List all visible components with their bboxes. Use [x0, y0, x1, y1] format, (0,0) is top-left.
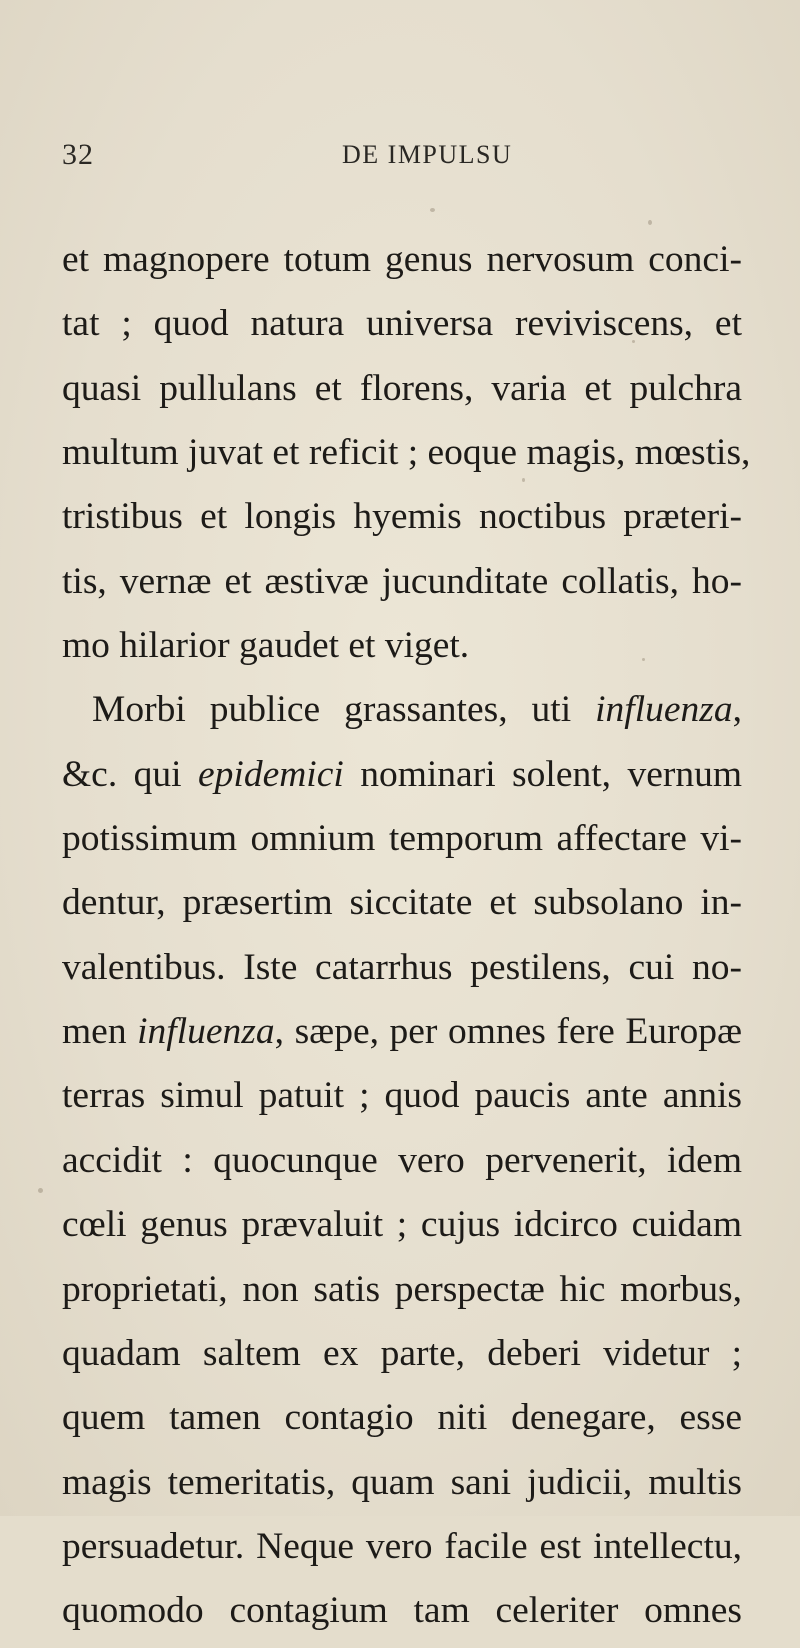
text-line: [62, 425, 751, 489]
text-run: tristibus et longis hyemis noctibus præteri-: [62, 496, 742, 538]
text-line: [62, 1068, 742, 1132]
text-line: [62, 875, 742, 939]
text-run: valentibus. Iste catarrhus pestilens, cui no-: [62, 946, 742, 988]
text-line: [62, 747, 742, 811]
text-line: [62, 1583, 742, 1647]
italic-term: influenza: [137, 1011, 275, 1053]
text-line: [62, 1519, 742, 1583]
text-line: [62, 296, 742, 360]
body-text: [62, 232, 751, 1648]
text-run: ,: [732, 689, 742, 731]
text-run: quasi pullulans et florens, varia et pulchra: [62, 367, 742, 409]
text-line: [62, 940, 742, 1004]
text-run: tat ; quod natura universa reviviscens, et: [62, 303, 742, 345]
text-run: quadam saltem ex parte, deberi videtur ;: [62, 1332, 742, 1374]
text-line: [62, 1390, 742, 1454]
text-line: [62, 618, 742, 682]
paper-speck: [38, 1188, 43, 1193]
text-line: [62, 1455, 742, 1519]
text-run: proprietati, non satis perspectæ hic morbus,: [62, 1268, 742, 1310]
text-run: men: [62, 1011, 138, 1053]
italic-term: influenza: [595, 689, 733, 731]
text-run: terras simul patuit ; quod paucis ante annis: [62, 1075, 742, 1117]
text-run: Morbi publice grassantes, uti: [92, 689, 596, 731]
text-run: &c. qui: [62, 753, 198, 795]
text-line: [62, 1262, 742, 1326]
text-run: tis, vernæ et æstivæ jucunditate collatis, ho-: [62, 560, 742, 602]
text-line: [62, 682, 742, 746]
text-line: [62, 1004, 742, 1068]
text-run: mo hilarior gaudet et viget.: [62, 625, 470, 667]
text-run: nominari solent, vernum: [343, 753, 743, 795]
text-line: [62, 1197, 742, 1261]
text-line: [62, 1326, 742, 1390]
text-line: [62, 361, 742, 425]
text-run: multum juvat et reficit ; eoque magis, mœstis,: [62, 432, 751, 474]
text-run: quomodo contagium tam celeriter omnes: [62, 1590, 742, 1632]
text-run: potissimum omnium temporum affectare vi-: [62, 818, 742, 860]
text-line: [62, 1133, 742, 1197]
text-line: [62, 232, 742, 296]
paper-speck: [566, 1421, 569, 1425]
text-line: [62, 489, 742, 553]
text-run: accidit : quocunque vero pervenerit, idem: [62, 1139, 742, 1181]
text-run: persuadetur. Neque vero facile est intellectu,: [62, 1525, 742, 1567]
text-run: quem tamen contagio niti denegare, esse: [62, 1397, 742, 1439]
text-line: [62, 554, 742, 618]
text-line: [62, 811, 742, 875]
running-title: DE IMPULSU: [342, 140, 513, 169]
text-run: et magnopere totum genus nervosum conci-: [62, 239, 742, 280]
paper-speck: [648, 220, 652, 225]
text-run: cœli genus prævaluit ; cujus idcirco cuidam: [62, 1204, 742, 1246]
paper-speck: [642, 658, 645, 661]
paper-speck: [522, 478, 525, 482]
italic-term: epidemici: [198, 753, 344, 795]
paper-speck: [430, 208, 435, 212]
text-run: , sæpe, per omnes fere Europæ: [274, 1011, 742, 1053]
paper-speck: [632, 340, 635, 343]
text-run: dentur, præsertim siccitate et subsolano in-: [62, 882, 742, 924]
text-run: magis temeritatis, quam sani judicii, multis: [62, 1461, 742, 1503]
page-number: 32: [62, 138, 94, 171]
